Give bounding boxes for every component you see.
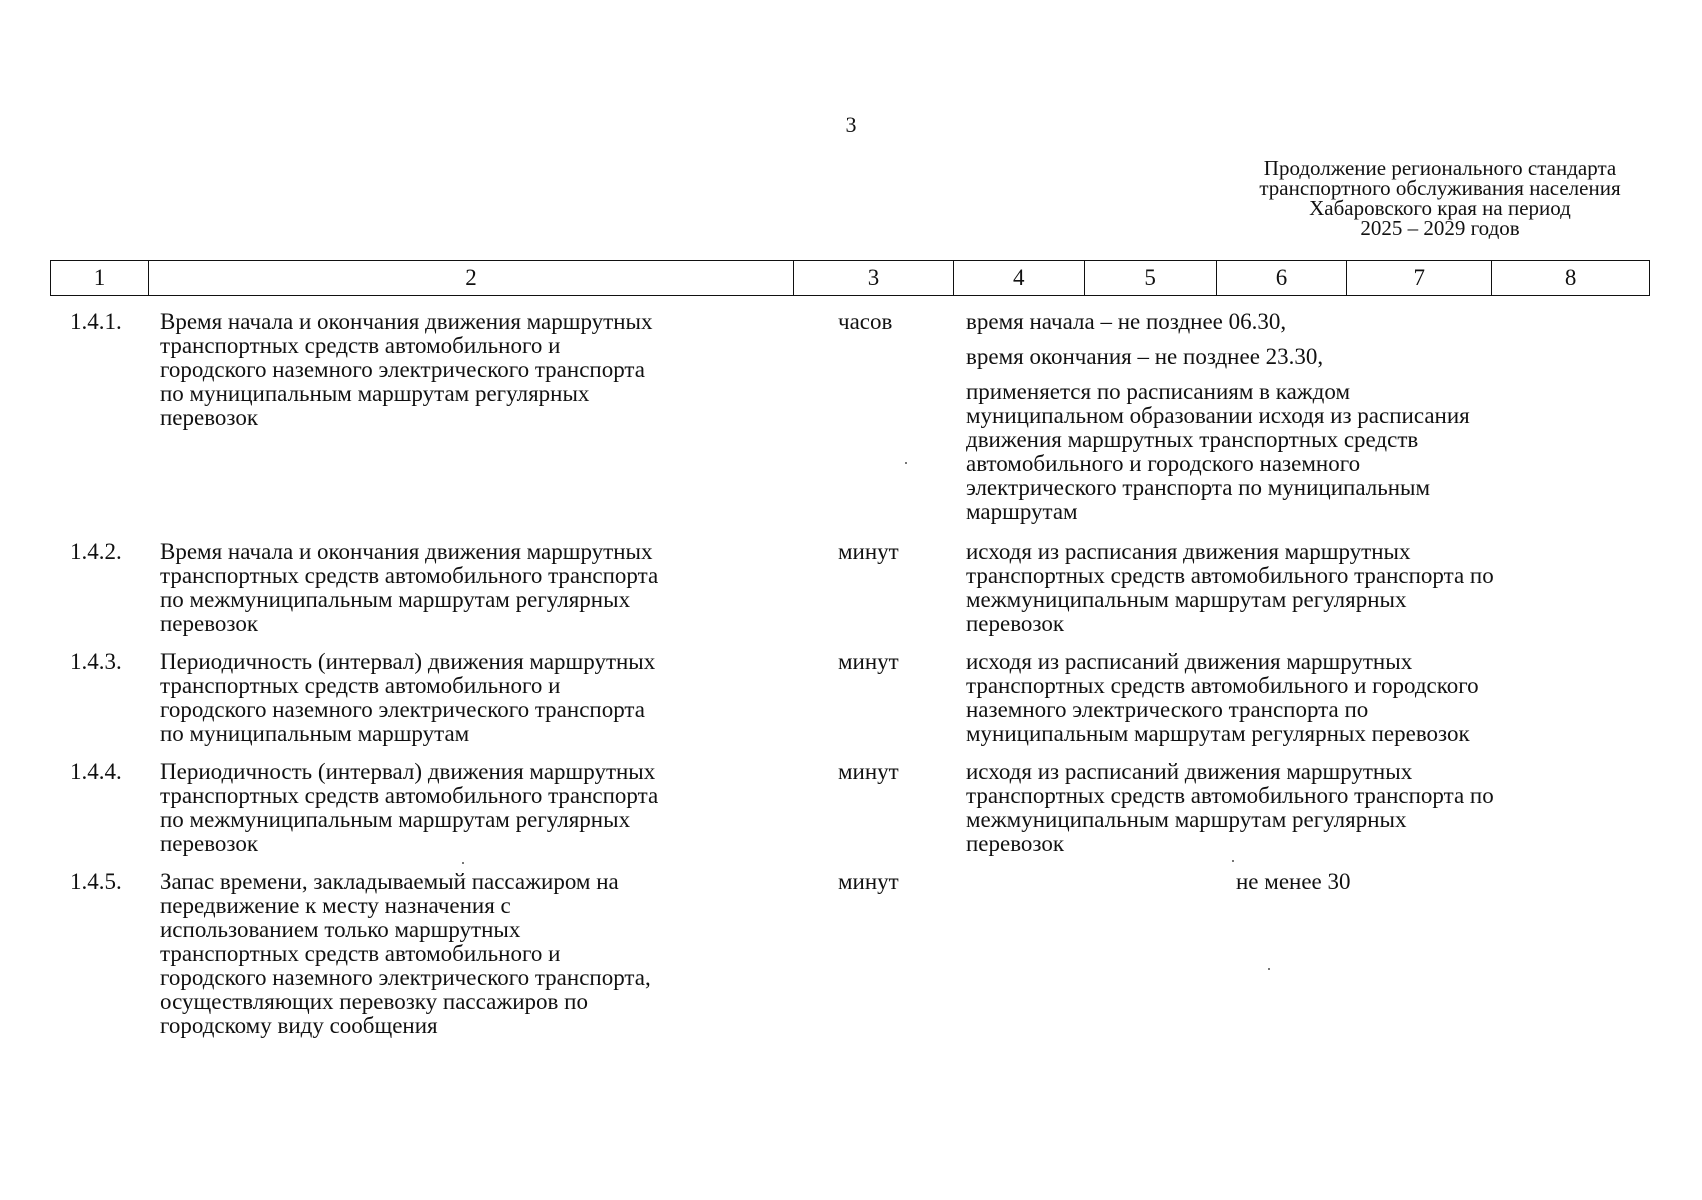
row-value-line: исходя из расписаний движения маршрутных xyxy=(966,649,1413,674)
scan-speck xyxy=(462,862,464,864)
column-header-1: 1 xyxy=(51,261,149,295)
column-header-4: 4 xyxy=(954,261,1085,295)
row-value-line: автомобильного и городского наземного xyxy=(966,451,1361,476)
column-number-header xyxy=(50,260,1650,296)
scan-speck xyxy=(1232,860,1234,862)
column-header-3: 3 xyxy=(794,261,954,295)
row-value-line: наземного электрического транспорта по xyxy=(966,697,1369,722)
scan-speck xyxy=(1268,968,1270,970)
row-name xyxy=(160,870,800,1038)
row-value-line: маршрутам xyxy=(966,499,1078,524)
row-unit: минут xyxy=(838,869,899,894)
row-name-line: по муниципальным маршрутам регулярных xyxy=(160,381,590,406)
row-name-line: транспортных средств автомобильного и xyxy=(160,333,561,358)
row-name-line: транспортных средств автомобильного и xyxy=(160,673,561,698)
row-value-line: исходя из расписаний движения маршрутных xyxy=(966,759,1413,784)
row-name-line: городскому виду сообщения xyxy=(160,1013,438,1038)
row-name-line: осуществляющих перевозку пассажиров по xyxy=(160,989,588,1014)
row-value-line: муниципальным маршрутам регулярных перевозок xyxy=(966,721,1470,746)
page-number: 3 xyxy=(845,112,857,137)
row-value xyxy=(966,760,1646,856)
row-name-line: по муниципальным маршрутам xyxy=(160,721,470,746)
row-value xyxy=(966,650,1646,746)
row-name-line: транспортных средств автомобильного транспорта xyxy=(160,783,659,808)
row-value-line: исходя из расписания движения маршрутных xyxy=(966,539,1411,564)
row-name-line: использованием только маршрутных xyxy=(160,917,521,942)
header-note xyxy=(1215,158,1665,238)
row-name-line: перевозок xyxy=(160,405,259,430)
row-name-line: перевозок xyxy=(160,611,259,636)
row-name-line: Время начала и окончания движения маршрутных xyxy=(160,309,653,334)
row-value xyxy=(966,540,1646,636)
row-value-line: перевозок xyxy=(966,831,1065,856)
row-name-line: Периодичность (интервал) движения маршрутных xyxy=(160,759,656,784)
row-number: 1.4.5. xyxy=(70,869,122,894)
row-value xyxy=(966,310,1646,524)
header-note-line: 2025 – 2029 годов xyxy=(1360,216,1520,240)
row-name-line: перевозок xyxy=(160,831,259,856)
row-value-line: движения маршрутных транспортных средств xyxy=(966,427,1419,452)
row-name-line: по межмуниципальным маршрутам регулярных xyxy=(160,807,631,832)
row-name-line: Периодичность (интервал) движения маршрутных xyxy=(160,649,656,674)
row-name xyxy=(160,310,800,430)
row-name-line: транспортных средств автомобильного транспорта xyxy=(160,563,659,588)
row-unit: минут xyxy=(838,759,899,784)
row-name-line: по межмуниципальным маршрутам регулярных xyxy=(160,587,631,612)
row-name-line: Время начала и окончания движения маршрутных xyxy=(160,539,653,564)
row-value-line: применяется по расписаниям в каждом xyxy=(966,379,1350,404)
row-name-line: транспортных средств автомобильного и xyxy=(160,941,561,966)
row-number: 1.4.4. xyxy=(70,759,122,784)
row-name-line: городского наземного электрического транспорта xyxy=(160,697,645,722)
column-header-8: 8 xyxy=(1564,265,1577,290)
row-number: 1.4.2. xyxy=(70,539,122,564)
column-header-2: 2 xyxy=(149,261,794,295)
row-name-line: городского наземного электрического транспорта, xyxy=(160,965,651,990)
row-unit: минут xyxy=(838,539,899,564)
row-value-line: время начала – не позднее 06.30, xyxy=(966,309,1287,334)
row-name xyxy=(160,540,800,636)
row-unit: часов xyxy=(838,309,893,334)
row-value-line: перевозок xyxy=(966,611,1065,636)
column-header-6: 6 xyxy=(1217,261,1348,295)
row-unit: минут xyxy=(838,649,899,674)
row-name-line: передвижение к месту назначения с xyxy=(160,893,511,918)
row-value-line: время окончания – не позднее 23.30, xyxy=(966,344,1324,369)
row-value-line: транспортных средств автомобильного и городского xyxy=(966,673,1479,698)
row-value-line: электрического транспорта по муниципальным xyxy=(966,475,1431,500)
header-note-line: Продолжение регионального стандарта xyxy=(1263,156,1617,180)
row-number: 1.4.1. xyxy=(70,309,122,334)
row-name-line: Запас времени, закладываемый пассажиром на xyxy=(160,869,619,894)
header-note-line: Хабаровского края на период xyxy=(1309,196,1571,220)
row-value: не менее 30 xyxy=(1236,869,1351,894)
row-value-line: муниципальном образовании исходя из расписания xyxy=(966,403,1470,428)
row-value-line: транспортных средств автомобильного транспорта по xyxy=(966,783,1494,808)
row-name xyxy=(160,760,800,856)
row-name xyxy=(160,650,800,746)
row-value-line: межмуниципальным маршрутам регулярных xyxy=(966,807,1407,832)
scan-speck xyxy=(905,462,907,464)
row-value-line: транспортных средств автомобильного транспорта по xyxy=(966,563,1494,588)
row-value-line: межмуниципальным маршрутам регулярных xyxy=(966,587,1407,612)
header-note-line: транспортного обслуживания населения xyxy=(1259,176,1621,200)
column-header-7: 7 xyxy=(1347,261,1492,295)
column-header-5: 5 xyxy=(1085,261,1217,295)
row-number: 1.4.3. xyxy=(70,649,122,674)
row-name-line: городского наземного электрического транспорта xyxy=(160,357,645,382)
